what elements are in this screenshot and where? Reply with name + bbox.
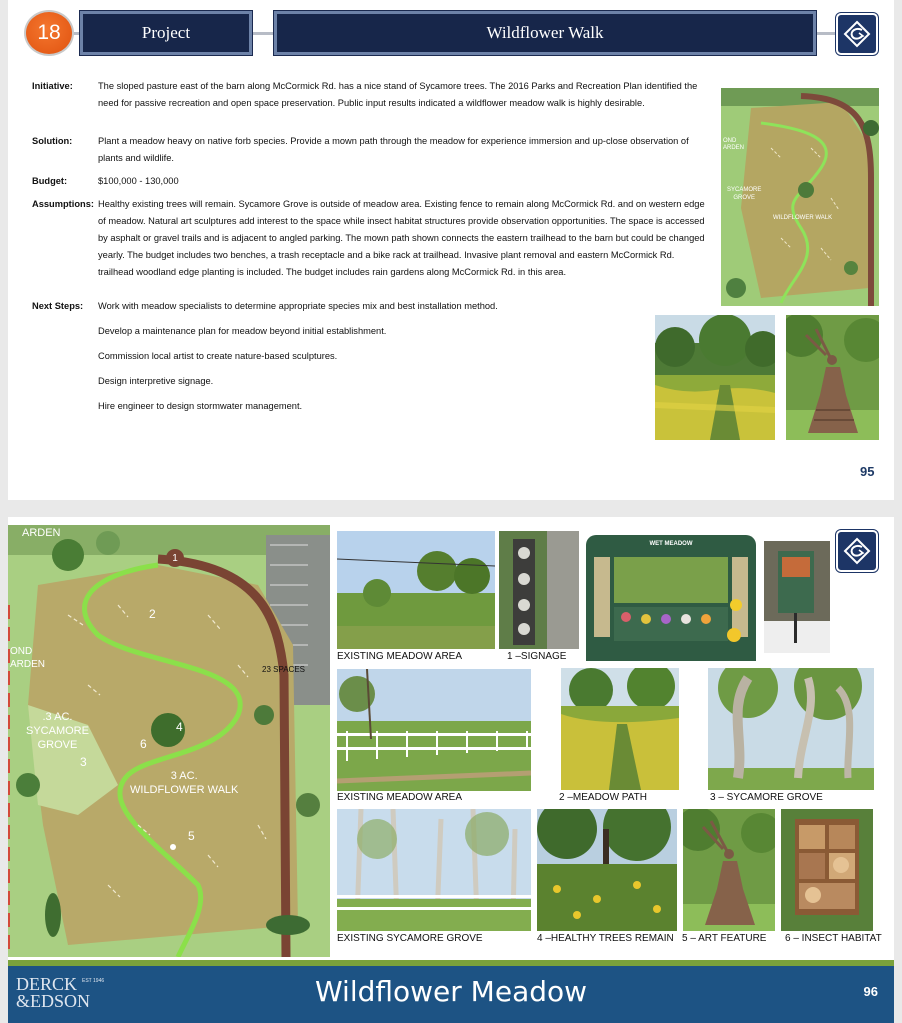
map-label-spaces: 23 SPACES [262, 665, 305, 674]
caption-existing-meadow-1: EXISTING MEADOW AREA [337, 651, 463, 662]
next-steps-label: Next Steps: [32, 301, 84, 311]
arrow-logo-icon [836, 13, 878, 55]
logo-line-2: &EDSON [16, 991, 91, 1011]
report-page-96 [8, 517, 894, 1023]
solution-label: Solution: [32, 136, 73, 146]
map-label-sycamore-area: .3 AC. [42, 711, 73, 723]
logo-line-1: DERCK [16, 974, 78, 994]
footer-title: Wildflower Meadow [314, 975, 588, 1008]
solution-text: Plant a meadow heavy on native forb species. Provide a mown path through the meadow for experience immersion and up-close observation of plants and wildlife. [98, 136, 689, 163]
healthy-trees-photo [537, 809, 677, 931]
caption-meadow-path: 2 –MEADOW PATH [559, 792, 647, 803]
sycamore-grove-photo [708, 668, 874, 790]
initiative-text: The sloped pasture east of the barn along McCormick Rd. has a nice stand of Sycamore trees. The 2016 Parks and Recreation Plan identified the need for passive recreation and open space preservation. Public input results indicated a wildflower meadow walk is highly desirable. [98, 81, 698, 108]
existing-meadow-photo-2 [337, 669, 531, 791]
budget-text: $100,000 - 130,000 [98, 176, 179, 186]
caption-art-feature: 5 – ART FEATURE [682, 933, 767, 944]
map-label-walk-area: 3 AC. [170, 770, 198, 782]
meadow-photo [655, 315, 775, 440]
mini-map-sycamore: SYCAMORE [727, 187, 762, 193]
map-label-walk: WILDFLOWER WALK [130, 784, 239, 796]
mini-map-grove: GROVE [733, 195, 755, 201]
map-marker-3: 3 [80, 755, 87, 769]
map-marker-1: 1 [166, 549, 184, 567]
caption-healthy-trees: 4 –HEALTHY TREES REMAIN [537, 933, 674, 944]
map-label-grove: GROVE [37, 739, 78, 751]
map-marker-6: 6 [140, 737, 147, 751]
map-marker-4: 4 [176, 720, 183, 734]
existing-meadow-photo-1 [337, 531, 495, 649]
map-marker-2: 2 [149, 607, 156, 621]
project-label-box [80, 11, 252, 55]
report-page-95 [8, 0, 894, 500]
project-number-badge [24, 10, 74, 56]
sign-title: WET MEADOW [649, 541, 693, 547]
footer-bar [8, 966, 894, 1023]
next-step-item: Hire engineer to design stormwater management. [98, 401, 303, 411]
caption-sycamore-grove: 3 – SYCAMORE GROVE [710, 792, 823, 803]
next-step-item: Develop a maintenance plan for meadow beyond initial establishment. [98, 326, 387, 336]
arrow-logo-icon [836, 530, 878, 572]
initiative-label: Initiative: [32, 81, 73, 91]
sign-kiosk-photo [764, 541, 830, 653]
caption-signage: 1 –SIGNAGE [507, 651, 567, 662]
caption-insect-habitat: 6 – INSECT HABITAT [785, 933, 882, 944]
mini-map-walk: WILDFLOWER WALK [773, 215, 833, 221]
site-plan-thumbnail [721, 88, 879, 306]
solution-row [32, 133, 712, 167]
sculpture-photo [786, 315, 879, 440]
initiative-row [32, 78, 712, 112]
assumptions-text: Healthy existing trees will remain. Sycamore Grove is outside of meadow area. Existing fence to remain along McCormick Rd. and on western edge of meadow. Natural art sculptures add interest to the space while insect habitat structures provide observation opportunities. The space is accessed by asphalt or gravel trails and is adjacent to angled parking. The mown path shown connects the eastern trailhead to the barn but could be changed yearly. The budget includes two benches, a trash receptacle and a bike rack at trailhead. Invasive plant removal and eastern McCormick Rd. trailhead woodland edge planting is included. The budget includes rain gardens along McCormick Rd. in this area. [98, 199, 705, 277]
site-plan-map [8, 525, 330, 957]
page-number: 95 [860, 464, 875, 479]
map-label-sycamore: SYCAMORE [26, 725, 89, 737]
map-label-pond-garden: ARDEN [10, 659, 46, 670]
art-feature-photo [683, 809, 775, 931]
map-label-pond: OND [10, 646, 33, 657]
next-step-item: Work with meadow specialists to determine appropriate species mix and best installation method. [98, 301, 498, 311]
project-title: Wildflower Walk [486, 23, 604, 42]
budget-label: Budget: [32, 176, 68, 186]
page-number: 96 [863, 984, 878, 999]
meadow-path-photo [561, 668, 679, 790]
mini-map-pond: OND [723, 138, 737, 144]
budget-row [32, 173, 712, 190]
interpretive-sign [586, 535, 756, 661]
signage-photo [499, 531, 579, 649]
logo-est: EST 1946 [82, 978, 105, 984]
next-step-item: Commission local artist to create nature-based sculptures. [98, 351, 338, 361]
assumptions-label: Assumptions: [32, 199, 94, 209]
project-label: Project [141, 23, 191, 42]
existing-sycamore-photo [337, 809, 531, 931]
map-label-garden: ARDEN [22, 527, 61, 539]
caption-existing-sycamore: EXISTING SYCAMORE GROVE [337, 933, 483, 944]
insect-habitat-photo [781, 809, 873, 931]
next-step-item: Design interpretive signage. [98, 376, 214, 386]
project-number: 18 [37, 21, 61, 44]
mini-map-garden: ARDEN [723, 145, 745, 151]
caption-existing-meadow-2: EXISTING MEADOW AREA [337, 792, 463, 803]
assumptions-row [32, 196, 712, 281]
project-title-box [274, 11, 816, 55]
map-marker-5: 5 [188, 829, 195, 843]
